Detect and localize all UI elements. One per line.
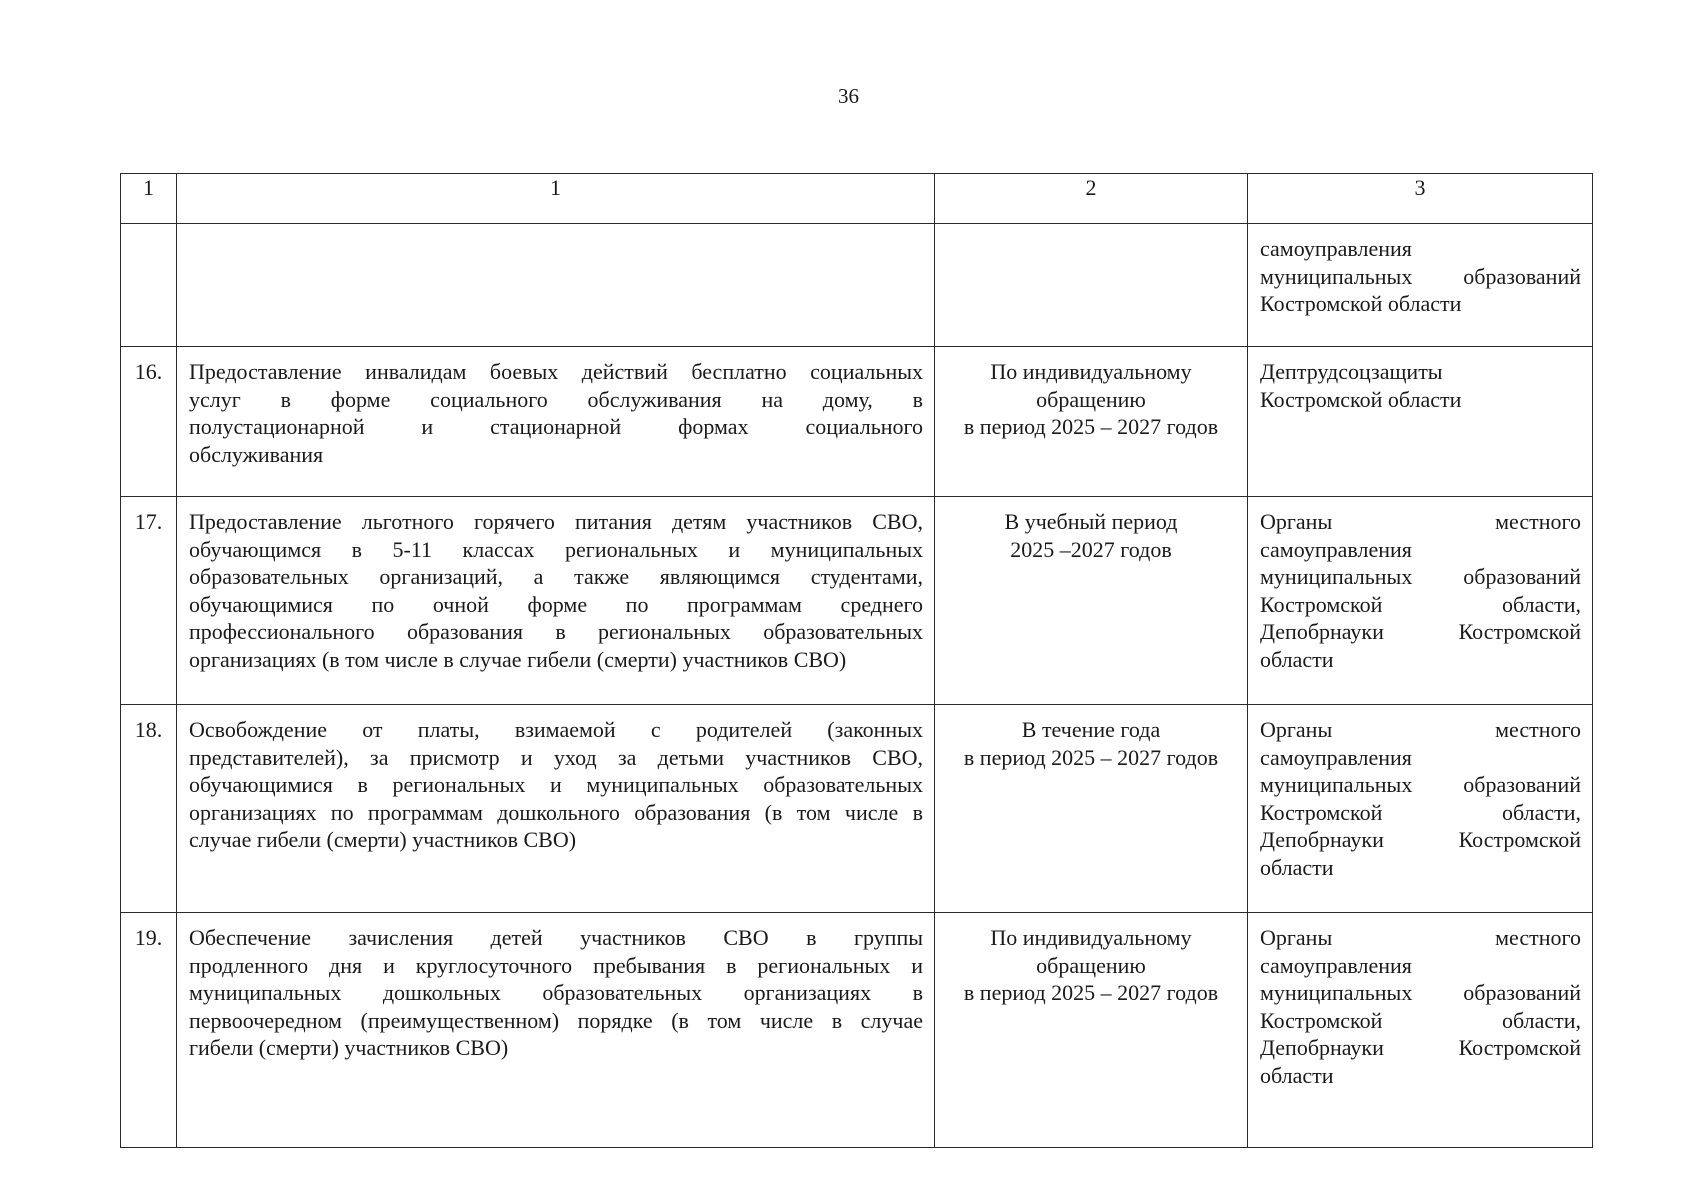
page-number: 36 [838,84,859,108]
description-line: Предоставление льготного горячего питания детям участников СВО, [189,509,923,534]
organization-column-header: 3 [1248,174,1593,224]
description-line: организациях по программам дошкольного образования (в том числе в [189,799,923,825]
description-line: случае гибели (смерти) участников СВО) [189,827,577,852]
organization-line: Костромской области [1260,386,1462,412]
organization-line: Органы местного [1260,925,1581,950]
organization-line: самоуправления [1260,536,1412,562]
measures-table [120,173,1593,1148]
row-number-cell: 18. [121,705,177,913]
organization-line: Костромской области, [1260,591,1581,617]
description-line: Предоставление инвалидам боевых действий бесплатно социальных [189,359,923,384]
description-line: Освобождение от платы, взимаемой с родителей (законных [189,717,923,742]
description-line: обучающимися в региональных и муниципальных образовательных [189,772,923,797]
term-line: в период 2025 – 2027 годов [963,744,1219,770]
organization-line: Дептрудсоцзащиты [1260,359,1443,384]
column-number-header: 1 [121,174,177,224]
term-cell [935,224,1248,347]
description-cell [177,913,935,1148]
description-cell [177,224,935,347]
organization-line: области [1260,1062,1334,1088]
description-column-header: 1 [177,174,935,224]
term-line: 2025 –2027 годов [1010,536,1172,562]
description-line: обслуживания [189,441,324,467]
organization-line: Органы местного [1260,509,1581,534]
organization-cell [1248,913,1593,1148]
column-numbers-row [121,174,1593,224]
organization-line: Депобрнауки Костромской [1260,619,1581,644]
term-line: По индивидуальному [990,925,1192,950]
description-line: полустационарной и стационарной формах социального [189,414,923,439]
term-line: В течение года [1021,717,1161,742]
term-line: В учебный период [1004,509,1178,534]
description-cell [177,347,935,497]
term-column-header: 2 [935,174,1248,224]
table-row [121,347,1593,497]
term-line: в период 2025 – 2027 годов [963,980,1219,1005]
term-cell [935,347,1248,497]
description-line: первоочередном (преимущественном) порядке (в том числе в случае [189,1007,923,1033]
description-cell [177,705,935,913]
organization-line: области [1260,646,1334,672]
organization-line: Депобрнауки Костромской [1260,827,1581,852]
organization-line: Депобрнауки Костромской [1260,1035,1581,1060]
description-line: профессионального образования в региональных образовательных [189,619,923,644]
organization-cell [1248,705,1593,913]
description-line: обучающимися по очной форме по программам среднего [189,591,923,617]
description-line: образовательных организаций, а также являющимся студентами, [189,564,923,589]
term-line: обращению [1036,952,1146,978]
description-line: организациях (в том числе в случае гибели (смерти) участников СВО) [189,646,847,672]
description-line: представителей), за присмотр и уход за детьми участников СВО, [189,744,923,770]
organization-line: Органы местного [1260,717,1581,742]
organization-line: муниципальных образований [1260,263,1581,289]
continuation-row [121,224,1593,347]
term-cell [935,705,1248,913]
description-line: Обеспечение зачисления детей участников СВО в группы [189,925,923,950]
description-line: обучающимся в 5-11 классах региональных и муниципальных [189,536,923,562]
organization-cell [1248,224,1593,347]
term-cell [935,497,1248,705]
term-line: в период 2025 – 2027 годов [963,414,1219,439]
organization-line: муниципальных образований [1260,980,1581,1005]
table-row [121,913,1593,1148]
organization-line: самоуправления [1260,952,1412,978]
table-row [121,497,1593,705]
organization-line: муниципальных образований [1260,564,1581,589]
term-line: обращению [1036,386,1146,412]
description-line: услуг в форме социального обслуживания на дому, в [189,386,923,412]
organization-line: области [1260,854,1334,880]
row-number-cell: 17. [121,497,177,705]
row-number-cell: 19. [121,913,177,1148]
organization-line: Костромской области, [1260,799,1581,825]
term-cell [935,913,1248,1148]
organization-line: муниципальных образований [1260,772,1581,797]
row-number-cell: 16. [121,347,177,497]
organization-line: самоуправления [1260,236,1412,261]
organization-line: самоуправления [1260,744,1412,770]
organization-line: Костромской области, [1260,1007,1581,1033]
term-line: По индивидуальному [990,359,1192,384]
description-line: продленного дня и круглосуточного пребывания в региональных и [189,952,923,978]
organization-line: Костромской области [1260,291,1462,316]
row-number-cell [121,224,177,347]
description-line: гибели (смерти) участников СВО) [189,1035,509,1060]
description-cell [177,497,935,705]
table-row [121,705,1593,913]
organization-cell [1248,347,1593,497]
description-line: муниципальных дошкольных образовательных организациях в [189,980,923,1005]
organization-cell [1248,497,1593,705]
